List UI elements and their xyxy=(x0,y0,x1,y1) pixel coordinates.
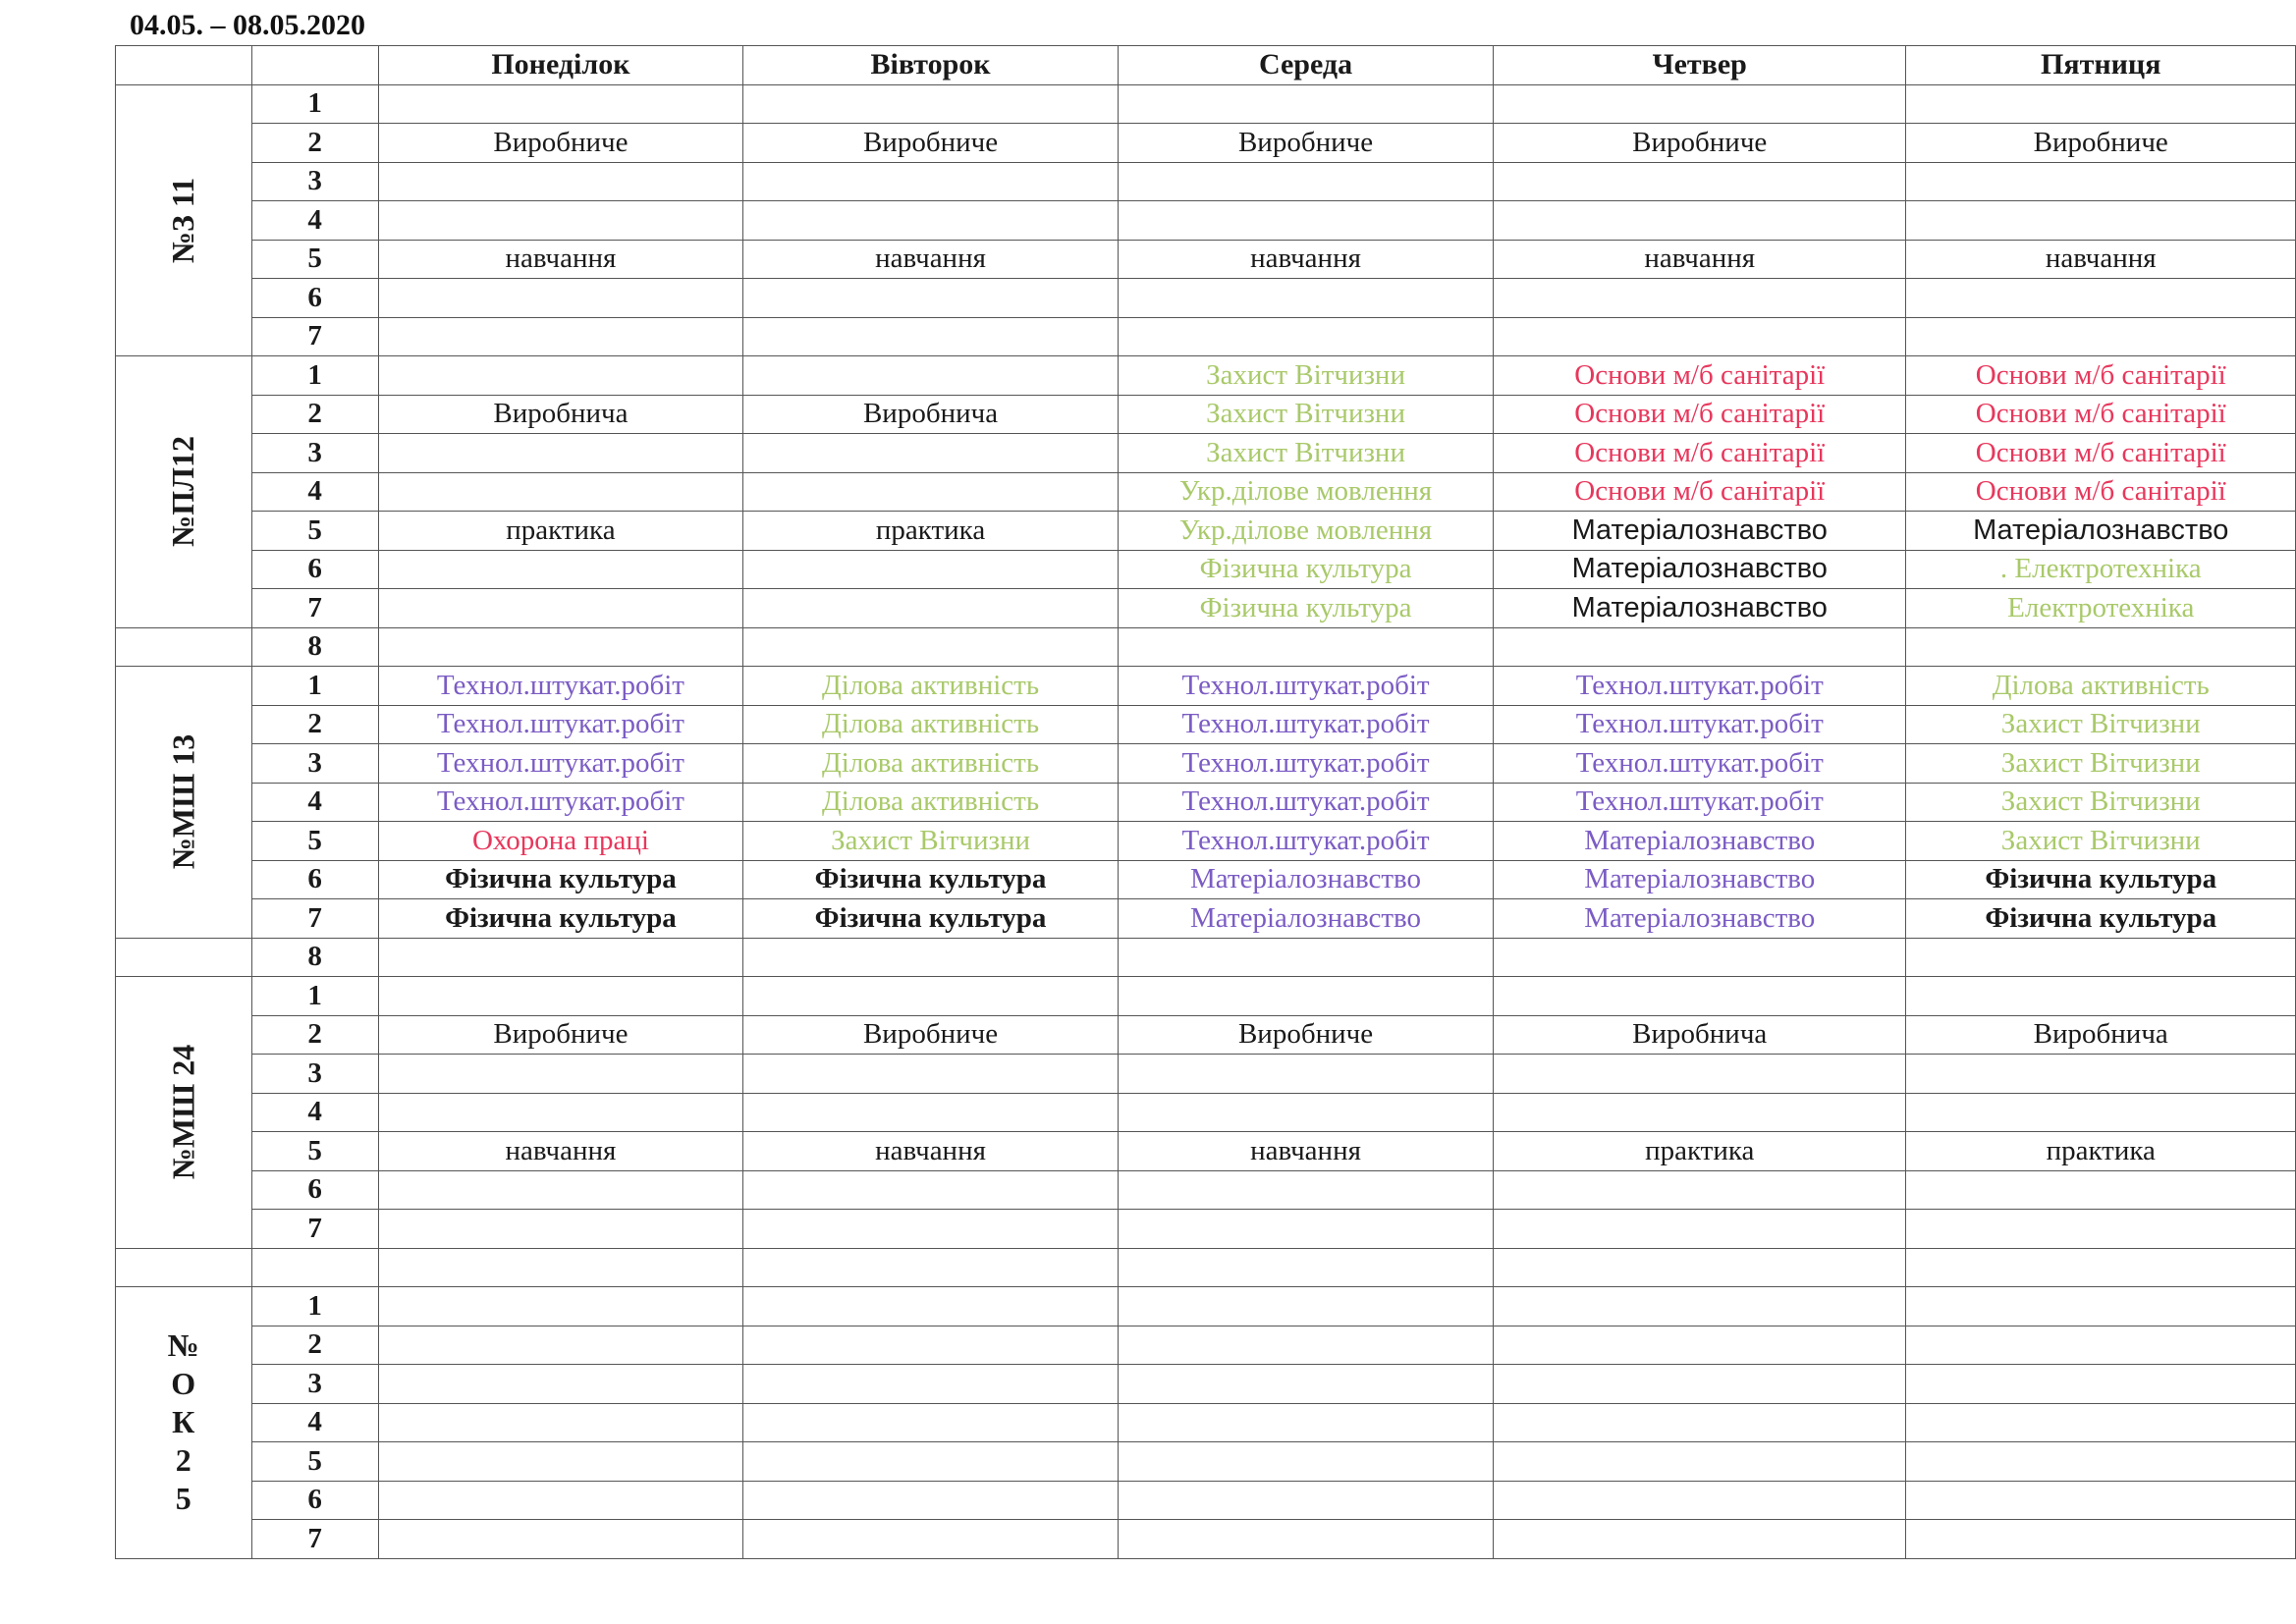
lesson-cell xyxy=(1906,84,2296,124)
lesson-cell xyxy=(1906,317,2296,356)
lesson-cell: навчання xyxy=(1119,240,1494,279)
lesson-cell xyxy=(378,1055,742,1094)
lesson-cell xyxy=(378,1287,742,1326)
table-row xyxy=(116,550,2296,589)
lesson-cell: Захист Вітчизни xyxy=(1119,395,1494,434)
day-header: Четвер xyxy=(1494,46,1906,85)
lesson-cell xyxy=(743,1093,1119,1132)
lesson-cell xyxy=(1494,1365,1906,1404)
header-row xyxy=(116,46,2296,85)
table-row xyxy=(116,472,2296,512)
lesson-cell xyxy=(1119,1287,1494,1326)
lesson-cell xyxy=(1494,162,1906,201)
lesson-number: 1 xyxy=(251,84,378,124)
lesson-number: 3 xyxy=(251,162,378,201)
table-row xyxy=(116,317,2296,356)
lesson-cell xyxy=(743,1326,1119,1365)
lesson-cell xyxy=(743,84,1119,124)
lesson-cell xyxy=(1494,1210,1906,1249)
day-header: Вівторок xyxy=(743,46,1119,85)
group-label-char: № xyxy=(167,1327,199,1364)
lesson-cell: . Електротехніка xyxy=(1906,550,2296,589)
group-label: №ПЛ12 xyxy=(165,436,201,548)
lesson-number: 6 xyxy=(251,1481,378,1520)
lesson-number-header xyxy=(251,46,378,85)
lesson-cell: практика xyxy=(1906,1132,2296,1171)
lesson-cell: Захист Вітчизни xyxy=(1906,705,2296,744)
lesson-cell xyxy=(1119,84,1494,124)
group-label-cell xyxy=(116,1248,252,1287)
lesson-cell: Ділова активність xyxy=(1906,667,2296,706)
lesson-cell: Фізична культура xyxy=(378,860,742,899)
lesson-cell xyxy=(1119,1326,1494,1365)
lesson-cell xyxy=(378,162,742,201)
lesson-cell xyxy=(743,1403,1119,1442)
group-header xyxy=(116,46,252,85)
lesson-cell: Укр.ділове мовлення xyxy=(1119,472,1494,512)
lesson-cell xyxy=(743,317,1119,356)
lesson-cell xyxy=(1494,627,1906,667)
lesson-number: 1 xyxy=(251,667,378,706)
lesson-cell: Виробниче xyxy=(1494,124,1906,163)
lesson-number: 1 xyxy=(251,1287,378,1326)
lesson-cell xyxy=(378,550,742,589)
lesson-cell xyxy=(743,1481,1119,1520)
lesson-cell: навчання xyxy=(1119,1132,1494,1171)
lesson-cell xyxy=(1119,317,1494,356)
table-row xyxy=(116,395,2296,434)
lesson-cell xyxy=(378,1365,742,1404)
lesson-cell: Захист Вітчизни xyxy=(1906,783,2296,822)
group-label-cell xyxy=(116,1287,252,1559)
lesson-cell: Виробниче xyxy=(743,124,1119,163)
lesson-cell xyxy=(1119,1365,1494,1404)
table-row xyxy=(116,279,2296,318)
lesson-cell xyxy=(1494,1170,1906,1210)
table-row xyxy=(116,240,2296,279)
lesson-cell xyxy=(378,1442,742,1482)
lesson-cell xyxy=(378,356,742,396)
table-row xyxy=(116,1170,2296,1210)
lesson-cell: Фізична культура xyxy=(1119,589,1494,628)
lesson-cell xyxy=(743,472,1119,512)
lesson-cell xyxy=(378,1093,742,1132)
lesson-cell xyxy=(1494,1248,1906,1287)
lesson-cell xyxy=(1494,1093,1906,1132)
table-row xyxy=(116,1520,2296,1559)
lesson-number: 3 xyxy=(251,1055,378,1094)
lesson-cell xyxy=(378,1403,742,1442)
lesson-cell xyxy=(1119,1170,1494,1210)
lesson-cell xyxy=(743,1365,1119,1404)
lesson-cell xyxy=(1494,1481,1906,1520)
table-row xyxy=(116,589,2296,628)
lesson-cell: Матеріалознавство xyxy=(1119,899,1494,939)
lesson-cell xyxy=(743,434,1119,473)
lesson-cell xyxy=(378,1248,742,1287)
lesson-cell: Технол.штукат.робіт xyxy=(1494,705,1906,744)
lesson-cell: Фізична культура xyxy=(1906,899,2296,939)
lesson-cell xyxy=(1906,1248,2296,1287)
lesson-cell xyxy=(743,162,1119,201)
lesson-number: 4 xyxy=(251,1403,378,1442)
lesson-cell: Матеріалознавство xyxy=(1494,589,1906,628)
lesson-number: 5 xyxy=(251,512,378,551)
lesson-cell xyxy=(1119,1248,1494,1287)
lesson-cell: Ділова активність xyxy=(743,783,1119,822)
table-row xyxy=(116,434,2296,473)
lesson-cell: Основи м/б санітарії xyxy=(1494,472,1906,512)
table-row xyxy=(116,938,2296,977)
table-row xyxy=(116,1248,2296,1287)
lesson-cell: Технол.штукат.робіт xyxy=(1494,783,1906,822)
lesson-cell xyxy=(1906,1403,2296,1442)
lesson-cell xyxy=(743,938,1119,977)
group-label-cell xyxy=(116,356,252,628)
lesson-cell: навчання xyxy=(378,1132,742,1171)
lesson-cell xyxy=(1906,162,2296,201)
lesson-cell xyxy=(1494,977,1906,1016)
lesson-cell xyxy=(1906,1442,2296,1482)
lesson-number: 4 xyxy=(251,1093,378,1132)
lesson-cell xyxy=(743,1287,1119,1326)
lesson-cell xyxy=(378,1210,742,1249)
lesson-number: 1 xyxy=(251,356,378,396)
lesson-cell: Виробниче xyxy=(378,124,742,163)
lesson-cell: Технол.штукат.робіт xyxy=(378,667,742,706)
lesson-cell xyxy=(1906,279,2296,318)
lesson-cell: Електротехніка xyxy=(1906,589,2296,628)
lesson-cell xyxy=(1119,1093,1494,1132)
lesson-cell xyxy=(378,317,742,356)
schedule-table xyxy=(115,45,2296,1559)
group-label-cell xyxy=(116,977,252,1249)
table-row xyxy=(116,1481,2296,1520)
lesson-number: 2 xyxy=(251,1326,378,1365)
lesson-cell: Матеріалознавство xyxy=(1494,550,1906,589)
lesson-cell: Технол.штукат.робіт xyxy=(1119,822,1494,861)
table-row xyxy=(116,627,2296,667)
day-header: Пятниця xyxy=(1906,46,2296,85)
lesson-number: 7 xyxy=(251,589,378,628)
lesson-cell: навчання xyxy=(743,240,1119,279)
lesson-number: 7 xyxy=(251,317,378,356)
lesson-cell: Основи м/б санітарії xyxy=(1906,356,2296,396)
lesson-cell: Фізична культура xyxy=(743,860,1119,899)
table-row xyxy=(116,860,2296,899)
lesson-cell: Фізична культура xyxy=(378,899,742,939)
lesson-number: 7 xyxy=(251,899,378,939)
lesson-cell: Технол.штукат.робіт xyxy=(378,783,742,822)
lesson-cell: практика xyxy=(378,512,742,551)
lesson-cell xyxy=(378,434,742,473)
group-label-cell xyxy=(116,938,252,977)
lesson-cell: Основи м/б санітарії xyxy=(1906,434,2296,473)
lesson-cell xyxy=(1119,1403,1494,1442)
lesson-cell xyxy=(378,627,742,667)
lesson-cell xyxy=(1494,1055,1906,1094)
lesson-cell: Основи м/б санітарії xyxy=(1906,472,2296,512)
lesson-cell: Основи м/б санітарії xyxy=(1494,434,1906,473)
lesson-number: 4 xyxy=(251,472,378,512)
group-label-char: О xyxy=(171,1366,196,1402)
lesson-cell: Охорона праці xyxy=(378,822,742,861)
table-row xyxy=(116,162,2296,201)
lesson-cell: Технол.штукат.робіт xyxy=(1119,667,1494,706)
date-range-title: 04.05. – 08.05.2020 xyxy=(130,9,365,41)
group-label-char: 2 xyxy=(175,1442,191,1479)
table-row xyxy=(116,512,2296,551)
lesson-cell xyxy=(378,589,742,628)
lesson-cell: Матеріалознавство xyxy=(1494,822,1906,861)
lesson-cell xyxy=(378,1326,742,1365)
lesson-number: 2 xyxy=(251,1015,378,1055)
lesson-cell xyxy=(743,1442,1119,1482)
lesson-number: 5 xyxy=(251,240,378,279)
lesson-cell: Захист Вітчизни xyxy=(1119,434,1494,473)
lesson-cell xyxy=(1906,1093,2296,1132)
lesson-cell xyxy=(378,472,742,512)
lesson-cell xyxy=(1906,1365,2296,1404)
lesson-cell xyxy=(1119,1210,1494,1249)
lesson-number: 3 xyxy=(251,744,378,784)
lesson-cell: Технол.штукат.робіт xyxy=(378,705,742,744)
table-row xyxy=(116,705,2296,744)
lesson-cell xyxy=(1906,1287,2296,1326)
lesson-cell: Захист Вітчизни xyxy=(1906,744,2296,784)
lesson-number: 7 xyxy=(251,1210,378,1249)
lesson-cell: Матеріалознавство xyxy=(1906,512,2296,551)
lesson-cell xyxy=(743,1248,1119,1287)
table-row xyxy=(116,1132,2296,1171)
lesson-cell: Основи м/б санітарії xyxy=(1494,356,1906,396)
lesson-cell xyxy=(378,1520,742,1559)
lesson-number: 3 xyxy=(251,1365,378,1404)
lesson-cell: практика xyxy=(743,512,1119,551)
table-row xyxy=(116,1055,2296,1094)
lesson-cell xyxy=(1906,1055,2296,1094)
lesson-cell: Ділова активність xyxy=(743,667,1119,706)
lesson-cell: Виробниче xyxy=(378,1015,742,1055)
table-row xyxy=(116,1403,2296,1442)
lesson-cell: Виробнича xyxy=(378,395,742,434)
lesson-number: 8 xyxy=(251,938,378,977)
lesson-cell xyxy=(1494,1403,1906,1442)
lesson-cell: Виробниче xyxy=(1906,124,2296,163)
table-row xyxy=(116,1287,2296,1326)
lesson-cell: Виробнича xyxy=(1494,1015,1906,1055)
lesson-cell: Виробниче xyxy=(1119,1015,1494,1055)
lesson-cell: Виробнича xyxy=(1906,1015,2296,1055)
lesson-cell: навчання xyxy=(743,1132,1119,1171)
lesson-cell xyxy=(1494,938,1906,977)
table-row xyxy=(116,1015,2296,1055)
day-header: Понеділок xyxy=(378,46,742,85)
lesson-cell: Технол.штукат.робіт xyxy=(378,744,742,784)
lesson-cell xyxy=(1494,1326,1906,1365)
lesson-cell xyxy=(1119,1442,1494,1482)
table-row xyxy=(116,899,2296,939)
lesson-number: 5 xyxy=(251,1132,378,1171)
lesson-number: 6 xyxy=(251,279,378,318)
lesson-cell: Технол.штукат.робіт xyxy=(1119,705,1494,744)
lesson-cell: Матеріалознавство xyxy=(1494,512,1906,551)
lesson-cell xyxy=(743,1520,1119,1559)
lesson-cell xyxy=(378,977,742,1016)
lesson-number: 6 xyxy=(251,1170,378,1210)
lesson-cell xyxy=(378,938,742,977)
lesson-cell: Технол.штукат.робіт xyxy=(1119,783,1494,822)
lesson-cell xyxy=(378,279,742,318)
lesson-cell xyxy=(1494,201,1906,241)
group-label-char: К xyxy=(172,1404,195,1440)
lesson-cell xyxy=(743,1055,1119,1094)
lesson-cell xyxy=(1494,317,1906,356)
lesson-cell: Ділова активність xyxy=(743,705,1119,744)
group-label: №З 11 xyxy=(165,177,201,263)
lesson-cell xyxy=(1906,938,2296,977)
lesson-cell xyxy=(743,201,1119,241)
lesson-cell xyxy=(378,201,742,241)
lesson-number: 6 xyxy=(251,550,378,589)
lesson-cell: Основи м/б санітарії xyxy=(1906,395,2296,434)
lesson-number: 4 xyxy=(251,201,378,241)
lesson-cell xyxy=(1119,201,1494,241)
lesson-cell: навчання xyxy=(1906,240,2296,279)
lesson-cell xyxy=(1906,977,2296,1016)
table-row xyxy=(116,783,2296,822)
lesson-cell: Виробниче xyxy=(743,1015,1119,1055)
lesson-cell: Фізична культура xyxy=(743,899,1119,939)
lesson-cell: практика xyxy=(1494,1132,1906,1171)
group-label-cell xyxy=(116,84,252,356)
lesson-cell: Технол.штукат.робіт xyxy=(1494,744,1906,784)
lesson-cell xyxy=(743,589,1119,628)
lesson-cell: Фізична культура xyxy=(1906,860,2296,899)
lesson-number: 2 xyxy=(251,705,378,744)
lesson-cell xyxy=(1119,1055,1494,1094)
table-row xyxy=(116,356,2296,396)
lesson-number: 2 xyxy=(251,124,378,163)
group-label: №МШ 13 xyxy=(165,734,201,870)
table-row xyxy=(116,977,2296,1016)
group-label: №МШ 24 xyxy=(165,1045,201,1180)
lesson-cell xyxy=(1906,627,2296,667)
lesson-cell xyxy=(743,977,1119,1016)
lesson-cell xyxy=(378,84,742,124)
lesson-cell: Захист Вітчизни xyxy=(1119,356,1494,396)
lesson-cell xyxy=(1906,1210,2296,1249)
lesson-number: 5 xyxy=(251,1442,378,1482)
table-row xyxy=(116,822,2296,861)
lesson-number: 7 xyxy=(251,1520,378,1559)
lesson-cell: Захист Вітчизни xyxy=(743,822,1119,861)
lesson-cell xyxy=(1494,1287,1906,1326)
lesson-cell xyxy=(1906,1326,2296,1365)
lesson-cell xyxy=(1906,1481,2296,1520)
lesson-number: 8 xyxy=(251,627,378,667)
lesson-cell xyxy=(743,279,1119,318)
lesson-cell xyxy=(1494,1520,1906,1559)
lesson-number xyxy=(251,1248,378,1287)
lesson-cell xyxy=(1494,84,1906,124)
lesson-cell xyxy=(1119,162,1494,201)
lesson-cell xyxy=(743,1210,1119,1249)
lesson-cell: Фізична культура xyxy=(1119,550,1494,589)
group-label-cell xyxy=(116,667,252,939)
lesson-cell: Виробниче xyxy=(1119,124,1494,163)
lesson-number: 1 xyxy=(251,977,378,1016)
lesson-cell xyxy=(1906,1520,2296,1559)
group-label-char: 5 xyxy=(175,1481,191,1517)
table-row xyxy=(116,1093,2296,1132)
lesson-cell xyxy=(1119,977,1494,1016)
table-row xyxy=(116,1365,2296,1404)
table-row xyxy=(116,744,2296,784)
lesson-cell xyxy=(1119,279,1494,318)
lesson-cell: Захист Вітчизни xyxy=(1906,822,2296,861)
lesson-cell xyxy=(743,627,1119,667)
lesson-number: 3 xyxy=(251,434,378,473)
lesson-cell xyxy=(1119,1481,1494,1520)
lesson-cell xyxy=(378,1481,742,1520)
lesson-number: 2 xyxy=(251,395,378,434)
lesson-cell xyxy=(1906,1170,2296,1210)
lesson-cell xyxy=(743,1170,1119,1210)
lesson-cell: навчання xyxy=(378,240,742,279)
group-label-cell xyxy=(116,627,252,667)
table-row xyxy=(116,1210,2296,1249)
lesson-cell: Матеріалознавство xyxy=(1494,899,1906,939)
day-header: Середа xyxy=(1119,46,1494,85)
lesson-cell: Укр.ділове мовлення xyxy=(1119,512,1494,551)
table-row xyxy=(116,1442,2296,1482)
lesson-cell: навчання xyxy=(1494,240,1906,279)
lesson-cell: Матеріалознавство xyxy=(1119,860,1494,899)
lesson-cell xyxy=(1906,201,2296,241)
table-row xyxy=(116,1326,2296,1365)
lesson-cell xyxy=(1119,627,1494,667)
lesson-cell: Основи м/б санітарії xyxy=(1494,395,1906,434)
lesson-cell xyxy=(1494,1442,1906,1482)
lesson-number: 4 xyxy=(251,783,378,822)
lesson-cell: Технол.штукат.робіт xyxy=(1119,744,1494,784)
lesson-cell xyxy=(378,1170,742,1210)
table-row xyxy=(116,667,2296,706)
table-row xyxy=(116,201,2296,241)
table-row xyxy=(116,84,2296,124)
lesson-cell xyxy=(1494,279,1906,318)
lesson-cell xyxy=(743,356,1119,396)
lesson-cell: Виробнича xyxy=(743,395,1119,434)
table-row xyxy=(116,124,2296,163)
lesson-cell: Ділова активність xyxy=(743,744,1119,784)
lesson-cell: Технол.штукат.робіт xyxy=(1494,667,1906,706)
lesson-cell xyxy=(743,550,1119,589)
schedule-body xyxy=(116,84,2296,1558)
group-label xyxy=(116,1326,251,1518)
lesson-cell: Матеріалознавство xyxy=(1494,860,1906,899)
lesson-cell xyxy=(1119,1520,1494,1559)
lesson-number: 5 xyxy=(251,822,378,861)
lesson-number: 6 xyxy=(251,860,378,899)
lesson-cell xyxy=(1119,938,1494,977)
